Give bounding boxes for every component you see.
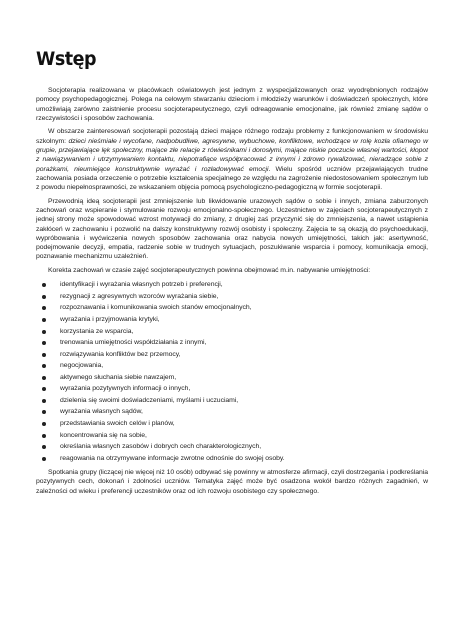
list-item: wyrażania pozytywnych informacji o innych, <box>36 383 428 395</box>
paragraph-group-meetings: Spotkania grupy (liczącej nie więcej niż 10 osób) odbywać się powinny w atmosferze afirmacji, czyli dostrzegania i podkreślania pozytywnych cech, dokonań i zdolności uczniów. Tematyka zajęć może być osadzona wokół bardzo różnych zagadnień, w zależności od wieku i preferencji uczestników oraz od ich rozwoju osobistego czy społecznego. <box>36 469 428 495</box>
list-item: aktywnego słuchania siebie nawzajem, <box>36 372 428 384</box>
list-item: korzystania ze wsparcia, <box>36 326 428 338</box>
list-item: rezygnacji z agresywnych wzorców wyrażania siebie, <box>36 291 428 303</box>
list-item: przedstawiania swoich celów i planów, <box>36 418 428 430</box>
list-item: rozwiązywania konfliktów bez przemocy, <box>36 349 428 361</box>
page-title: Wstęp <box>36 48 97 70</box>
paragraph-intro: Socjoterapia realizowana w placówkach oświatowych jest jednym z wyspecjalizowanych oraz wyodrębnionych rodzajów pomocy psychopedagogicznej. Polega na celowym stwarzaniu dzieciom i młodzieży warunków i doświadczeń społecznych, które umożliwiają zarówno zaistnienie procesu socjoterapeutycznego, czyli odreagowanie emocjonalne, jak również zmianę sądów o rzeczywistości i sposobów zachowania. <box>36 87 428 122</box>
paragraph-target-groups-tail: . Wielu spośród uczniów przejawiających trudne zachowania posiada orzeczenie o potrzebie kształcenia specjalnego ze względu na zagrożenie niedostosowaniem społecznym lub z powodu niepełnosprawności, ze wskazaniem objęcia pomocą psychologiczno-pedagogiczną w formie socjoterapii. <box>36 165 428 192</box>
list-item: określania własnych zasobów i dobrych cech charakterologicznych, <box>36 441 428 453</box>
paragraph-skills-intro: Korekta zachowań w czasie zajęć socjoterapeutycznych powinna obejmować m.in. nabywanie umiejętności: <box>48 266 371 274</box>
paragraph-target-groups-lead: W obszarze zainteresowań socjoterapii pozostają dzieci mające różnego rodzaju problemy z funkcjonowaniem w środowisku szkolnym: <box>36 128 428 145</box>
list-item: trenowania umiejętności współdziałania z innymi, <box>36 337 428 349</box>
paragraph-target-groups-italic: dzieci nieśmiałe i wycofane, nadpobudliwe, agresywne, wybuchowe, konfliktowe, wchodzące w rolę kozła ofiarnego w grupie, przejawiające lęk społeczny, mające złe relacje z rówieśnikami i dorosłymi, mające niskie poczucie własnej wartości, kłopot z nawiązywaniem i utrzymywaniem kontaktu, niepotrafiące współpracować z innymi i zdrowo rywalizować, nieradzące sobie z porażkami, nieumiejące konstruktywnie wyrażać i rozładowywać emocji <box>36 137 429 173</box>
list-item: reagowania na otrzymywane informacje zwrotne odnośnie do swojej osoby. <box>36 453 428 465</box>
list-item: wyrażania własnych sądów, <box>36 406 428 418</box>
paragraph-target-groups <box>36 127 428 192</box>
list-item: rozpoznawania i komunikowania swoich stanów emocjonalnych, <box>36 302 428 314</box>
list-item: koncentrowania się na sobie, <box>36 430 428 442</box>
skills-list <box>36 279 428 464</box>
list-item: dzielenia się swoimi doświadczeniami, myślami i uczuciami, <box>36 395 428 407</box>
paragraph-main-idea: Przewodnią ideą socjoterapii jest zmniejszenie lub likwidowanie urazowych sądów o sobie i innych, zmiana zaburzonych zachowań oraz wspieranie i stymulowanie rozwoju emocjonalno-społecznego. Uczestnictwo w zajęciach socjoterapeutycznych z jednej strony może spowodować wzrost motywacji do zmiany, z drugiej zaś przyczynić się do zmniejszenia, a nawet ustąpienia zakłóceń w zachowaniu i pozwolić na dalszy konstruktywny rozwój osobisty i społeczny. Zajęcia te są okazją do psychoedukacji, wypróbowania i wyćwiczenia nowych sposobów zachowania oraz nabycia nowych umiejętności, takich jak: asertywność, podejmowanie decyzji, empatia, radzenie sobie w trudnych sytuacjach, poszukiwanie wsparcia i pomocy, komunikacja emocji, poznawanie mechanizmu uzależnień. <box>36 197 428 261</box>
list-item: wyrażania i przyjmowania krytyki, <box>36 314 428 326</box>
document-body <box>36 86 428 500</box>
list-item: negocjowania, <box>36 360 428 372</box>
list-item: identyfikacji i wyrażania własnych potrzeb i preferencji, <box>36 279 428 291</box>
